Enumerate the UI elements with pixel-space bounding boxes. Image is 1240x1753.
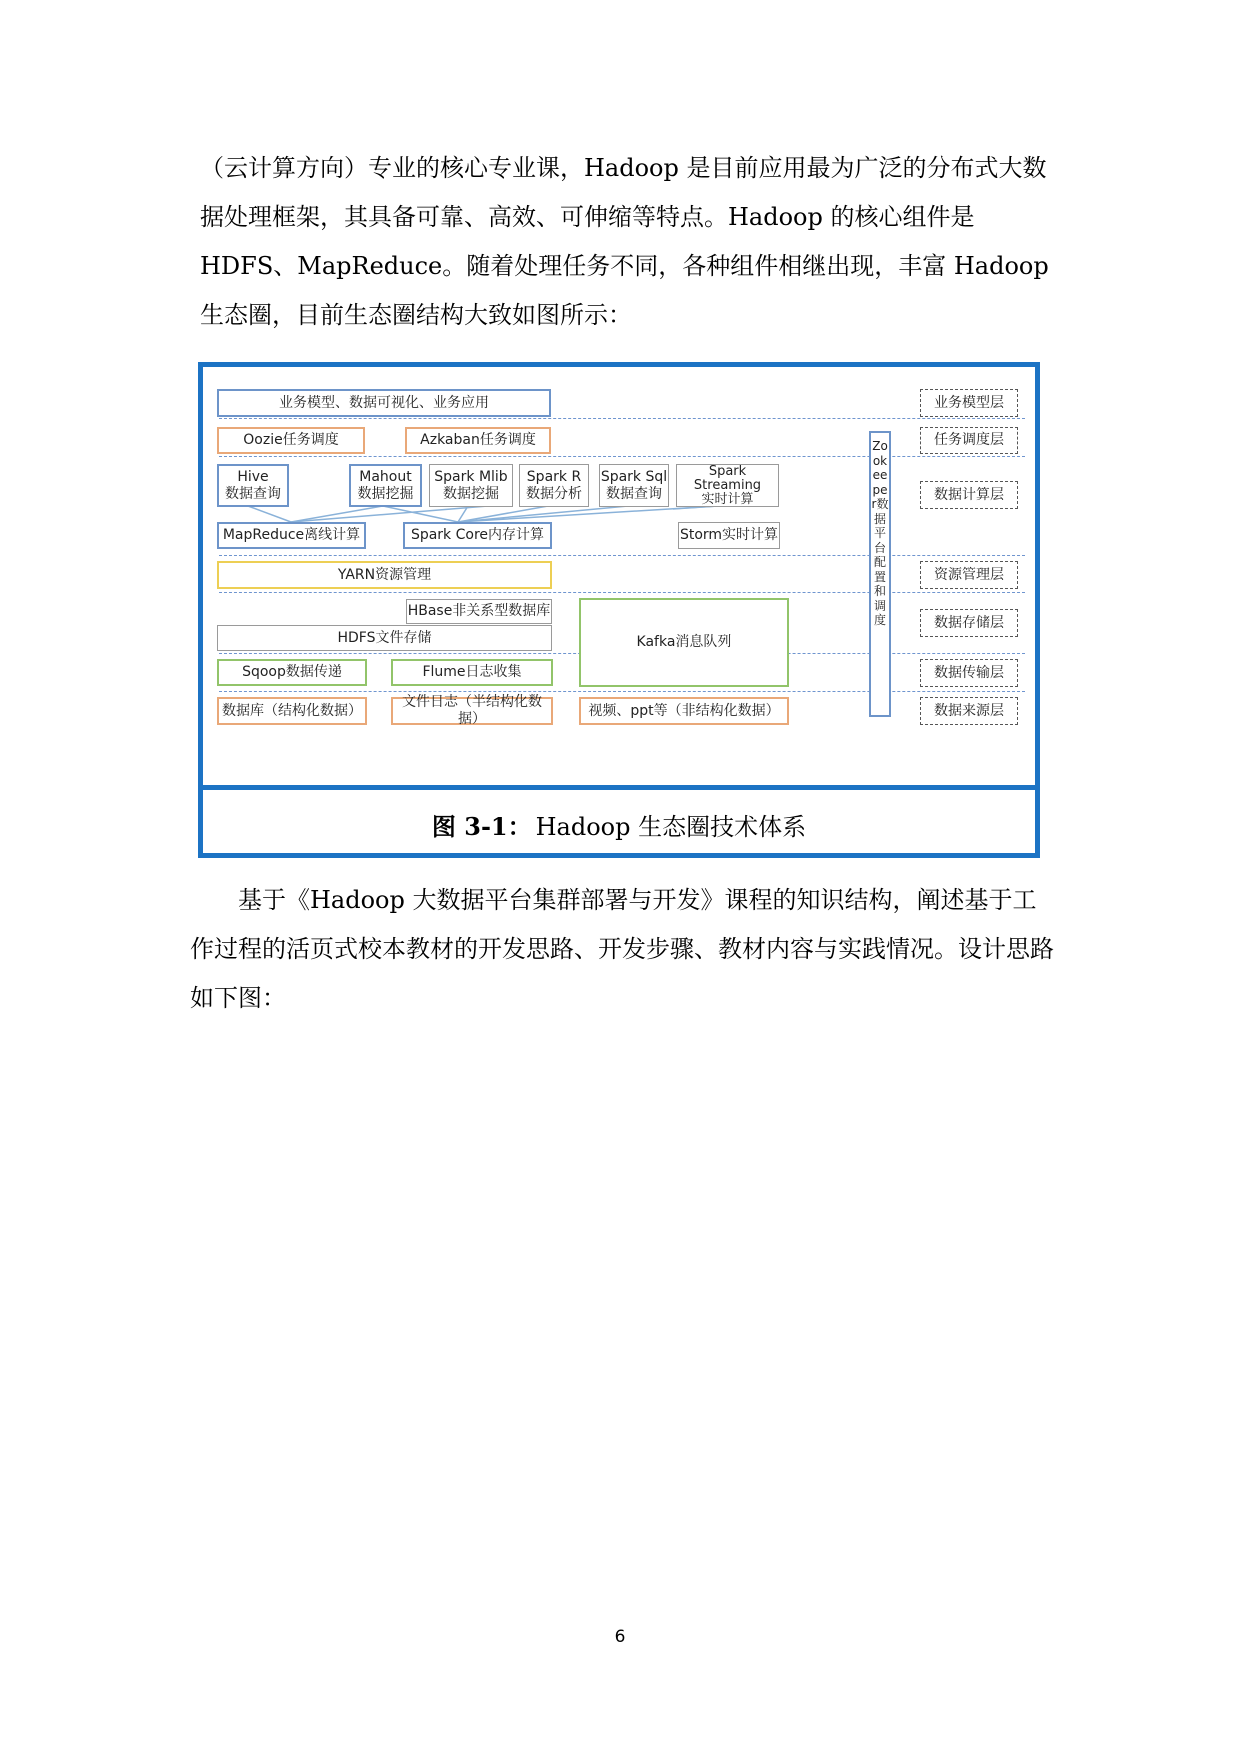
spark-r-box: Spark R 数据分析 [519, 464, 589, 507]
business-application-box: 业务模型、数据可视化、业务应用 [217, 389, 551, 417]
figure-caption [203, 785, 1035, 858]
hbase-box: HBase非关系型数据库 [406, 599, 552, 624]
layer-label-storage: 数据存储层 [920, 609, 1018, 637]
flume-box: Flume日志收集 [391, 659, 553, 686]
yarn-box: YARN资源管理 [217, 561, 552, 589]
layer-label-transfer: 数据传输层 [920, 659, 1018, 687]
zookeeper-box: Zookeeper数据平台配置和调度 [869, 431, 891, 717]
hdfs-box: HDFS文件存储 [217, 625, 552, 651]
storm-box: Storm实时计算 [678, 522, 780, 549]
kafka-box: Kafka消息队列 [579, 598, 789, 687]
mahout-box: Mahout 数据挖掘 [349, 464, 422, 507]
layer-label-resource: 资源管理层 [920, 561, 1018, 589]
intro-paragraph: （云计算方向）专业的核心专业课，Hadoop 是目前应用最为广泛的分布式大数据处理框架，其具备可靠、高效、可伸缩等特点。Hadoop 的核心组件是 HDFS、MapReduce。随着处理任务不同，各种组件相继出现，丰富 Hadoop 生态圈，目前生态圈结构大致如图所示： [200, 154, 1049, 329]
layer-label-source: 数据来源层 [920, 697, 1018, 725]
mapreduce-box: MapReduce离线计算 [217, 522, 366, 549]
layer-label-compute: 数据计算层 [920, 481, 1018, 509]
caption-label: 图 3-1： [431, 811, 532, 841]
spark-streaming-box: Spark Streaming 实时计算 [676, 464, 779, 507]
hive-box: Hive 数据查询 [217, 464, 289, 507]
database-source-box: 数据库（结构化数据） [217, 697, 367, 725]
oozie-box: Oozie任务调度 [217, 427, 365, 454]
layer-label-business: 业务模型层 [920, 389, 1018, 417]
spark-sql-box: Spark Sql 数据查询 [599, 464, 669, 507]
azkaban-box: Azkaban任务调度 [405, 427, 551, 454]
layer-label-schedule: 任务调度层 [920, 427, 1018, 454]
design-paragraph [190, 876, 1060, 1023]
sqoop-box: Sqoop数据传递 [217, 659, 367, 686]
spark-mlib-box: Spark Mlib 数据挖掘 [429, 464, 513, 507]
hadoop-ecosystem-figure [198, 362, 1040, 858]
caption-text: Hadoop 生态圈技术体系 [535, 812, 807, 841]
filelog-source-box: 文件日志（半结构化数据） [391, 697, 553, 725]
page-number: 6 [614, 1627, 626, 1647]
spark-core-box: Spark Core内存计算 [403, 522, 552, 549]
ecosystem-diagram [203, 367, 1035, 785]
video-source-box: 视频、ppt等（非结构化数据） [579, 697, 789, 725]
design-paragraph-text: 基于《Hadoop 大数据平台集群部署与开发》课程的知识结构，阐述基于工作过程的活页式校本教材的开发思路、开发步骤、教材内容与实践情况。设计思路如下图： [190, 886, 1054, 1012]
